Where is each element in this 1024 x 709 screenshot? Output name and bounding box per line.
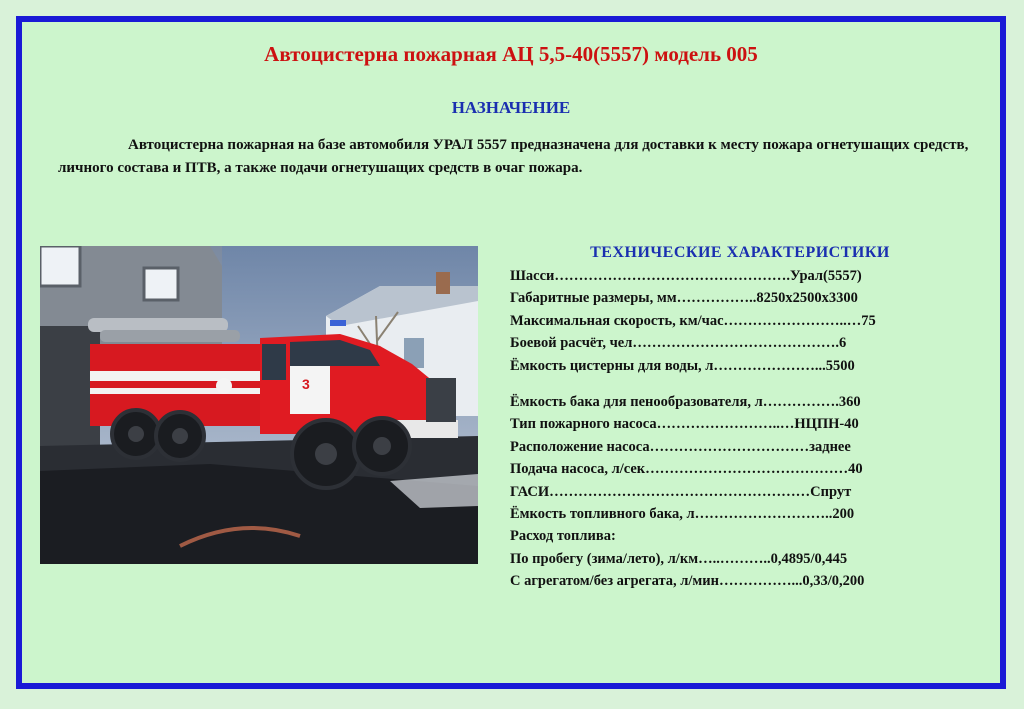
spec-row: Шасси………………………………………….Урал(5557) [510, 268, 862, 284]
specs-panel [510, 244, 970, 593]
spec-row: По пробегу (зима/лето), л/км…..………..0,4895/0,445 [510, 550, 848, 567]
spec-row: Тип пожарного насоса……………………..…НЦПН-40 [510, 416, 859, 433]
spec-row: С агрегатом/без агрегата, л/мин……………...0,33/0,200 [510, 573, 865, 590]
purpose-heading: НАЗНАЧЕНИЕ [451, 98, 571, 117]
spec-row: Боевой расчёт, чел…………………………………….6 [510, 335, 847, 352]
cab-number: 3 [302, 376, 310, 392]
spec-row: Расход топлива: [510, 528, 616, 545]
spec-row: ГАСИ………………………………………………Спрут [510, 483, 852, 500]
spec-row: Ёмкость топливного бака, л………………………..200 [510, 506, 855, 523]
specs-heading: ТЕХНИЧЕСКИЕ ХАРАКТЕРИСТИКИ [590, 244, 890, 261]
spec-row: Максимальная скорость, км/час……………………..…75 [510, 312, 876, 329]
fire-truck-illustration [40, 246, 478, 564]
spec-row: Ёмкость бака для пенообразователя, л…………….360 [510, 394, 861, 411]
slide-title: Автоцистерна пожарная АЦ 5,5-40(5557) модель 005 [264, 42, 758, 66]
spec-row: Габаритные размеры, мм……………..8250х2500х3300 [510, 290, 858, 307]
purpose-text: Автоцистерна пожарная на базе автомобиля УРАЛ 5557 предназначена для доставки к месту пожара огнетушащих средств, личного состава и ПТВ, а также подачи огнетушащих средств в очаг пожара. [58, 137, 969, 176]
spec-row: Ёмкость цистерны для воды, л…………………...5500 [510, 357, 855, 374]
spec-row: Расположение насоса……………………………заднее [510, 438, 851, 455]
slide-frame [16, 16, 1006, 689]
spec-row: Подача насоса, л/сек……………………………………40 [510, 461, 863, 478]
fire-truck-photo [40, 246, 478, 564]
